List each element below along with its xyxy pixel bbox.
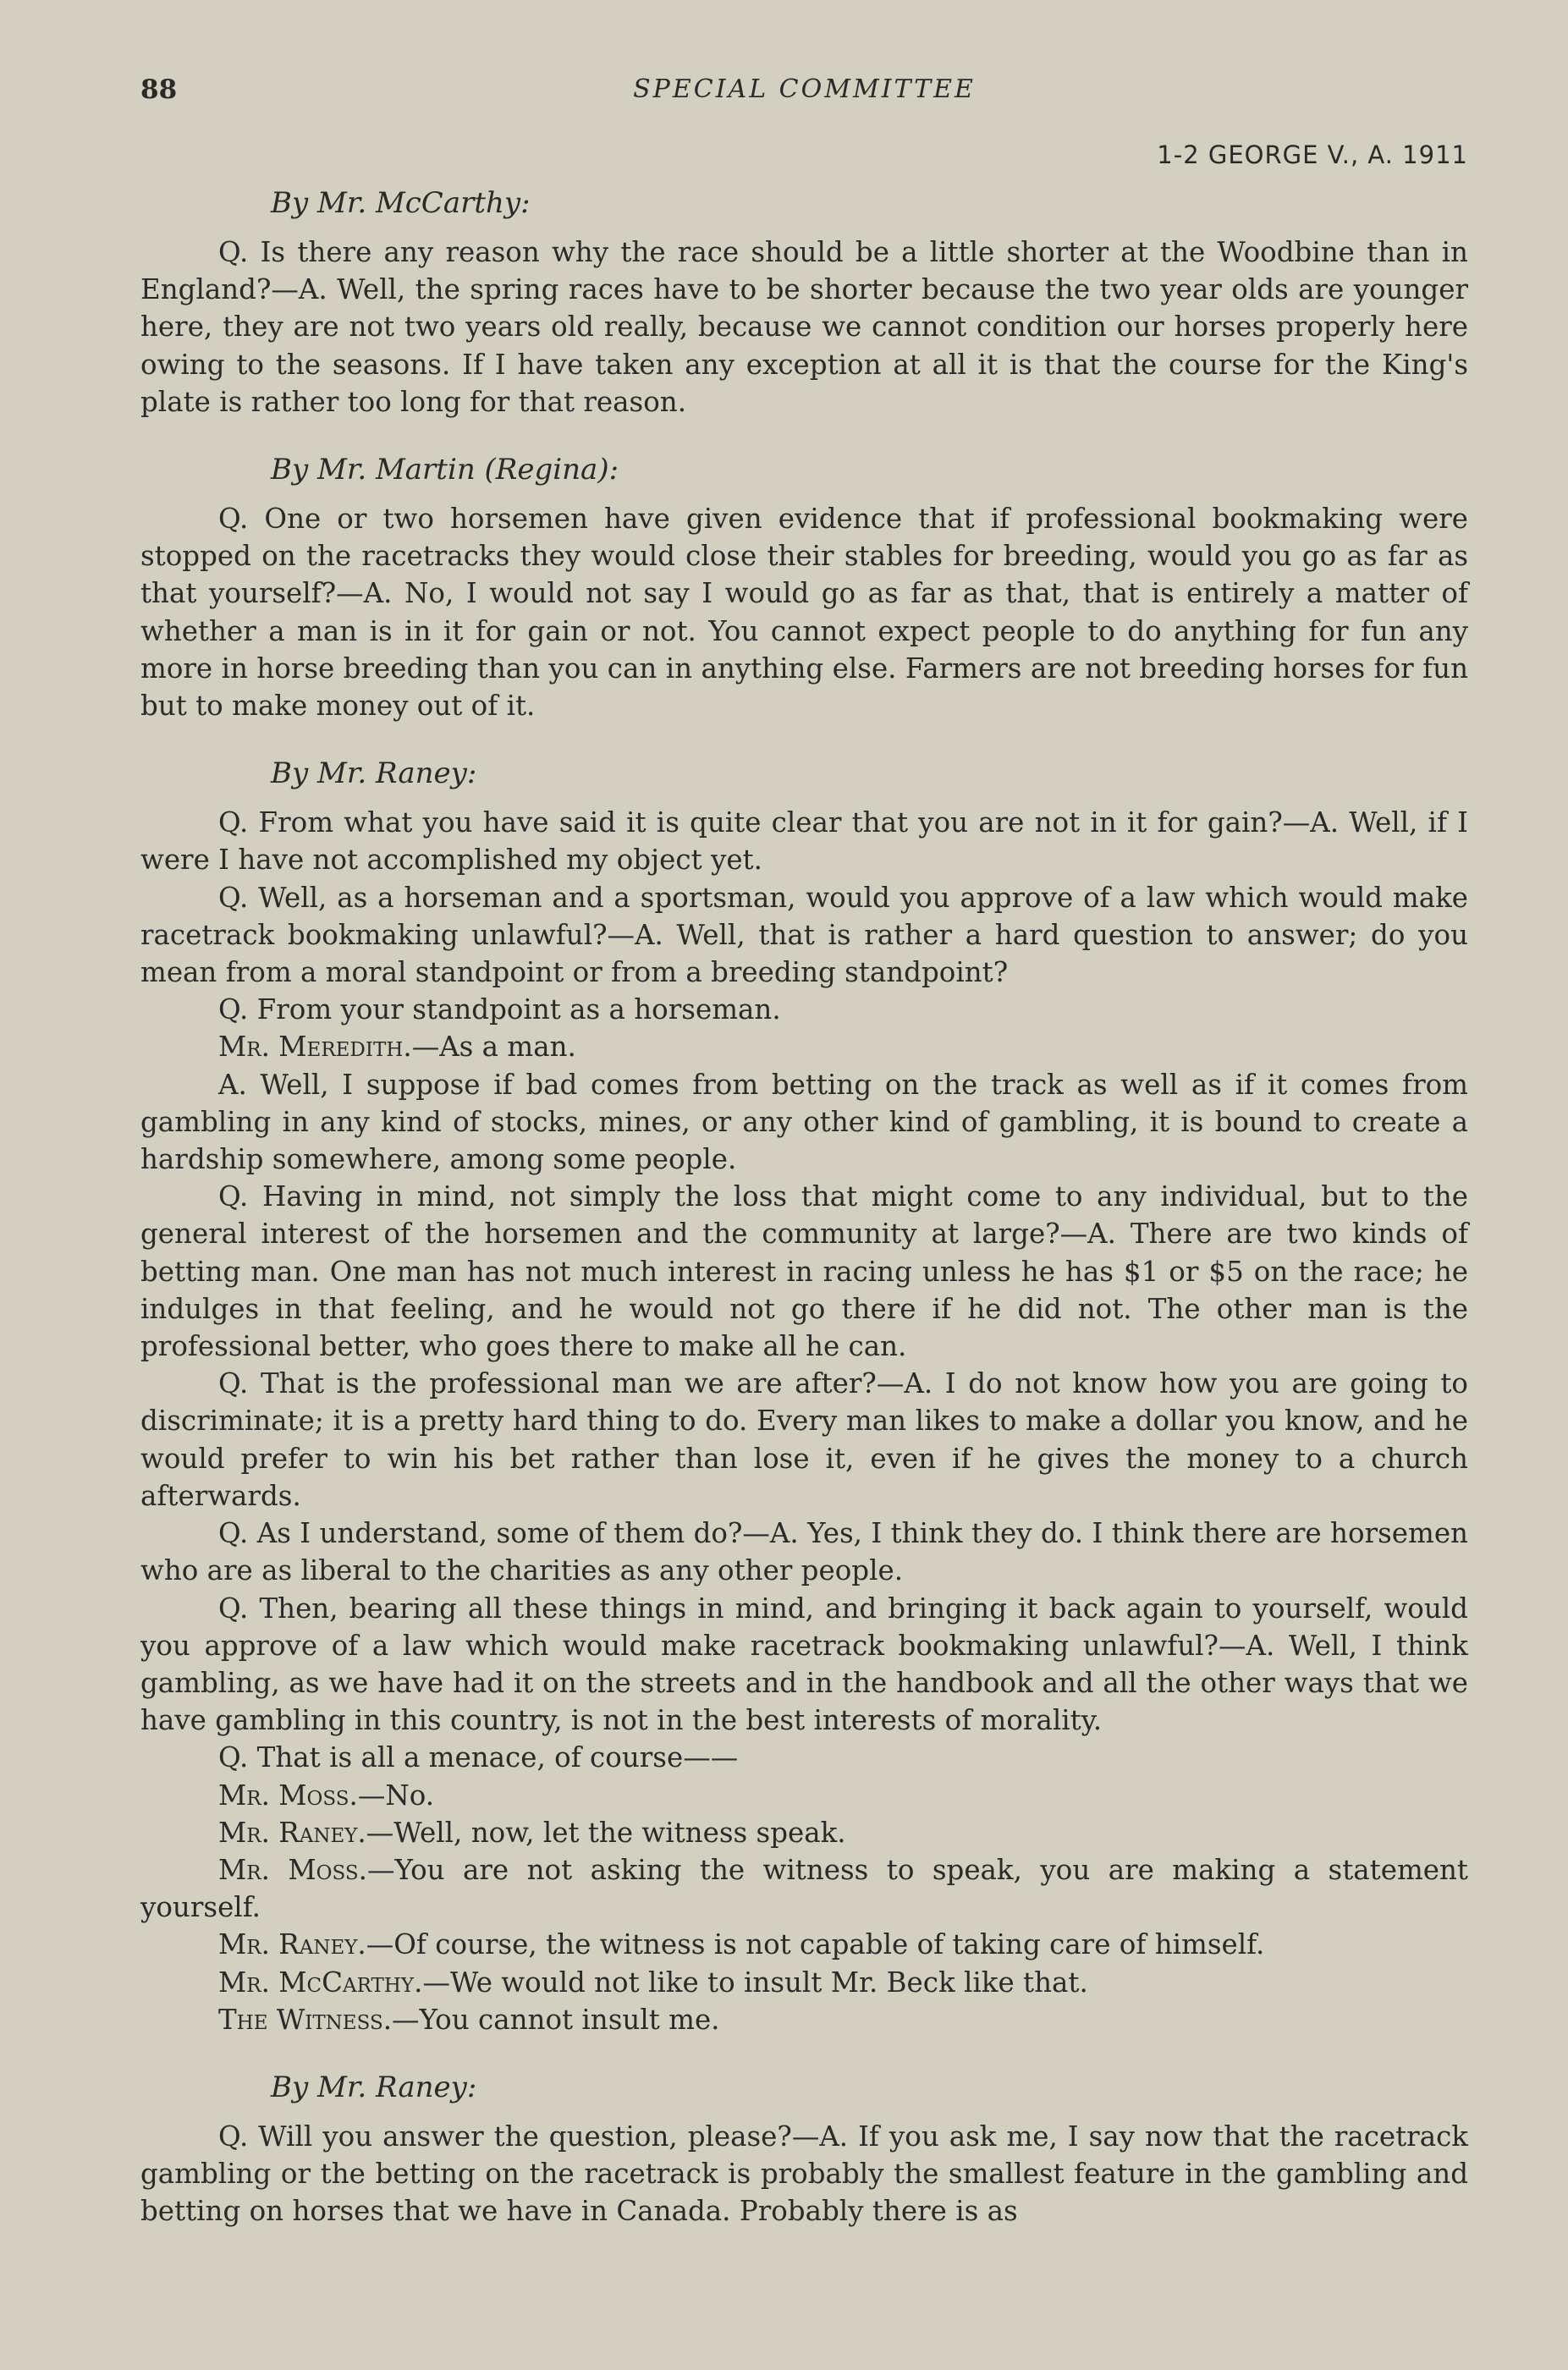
paragraph: A. Well, I suppose if bad comes from betting on the track as well as if it comes from gambling in any kind of stocks, mines, or any other kind of gambling, it is bound to create a hardship somewhere, among some people. [140,1068,1468,1176]
speaker-text: —Well, now, let the witness speak. [366,1816,846,1849]
paragraph: Q. Well, as a horseman and a sportsman, would you approve of a law which would make racetrack bookmaking unlawful?—A. Well, that is rather a hard question to answer; do you mean from a moral standpoint or from a breeding standpoint? [140,881,1468,989]
speaker-text: —We would not like to insult Mr. Beck like that. [422,1966,1088,1999]
speaker-line [140,1851,1468,1926]
speaker-line [140,1777,1468,1814]
speaker-name: Mr. Moss. [218,1853,367,1886]
speaker-text: —As a man. [411,1031,576,1064]
speaker-name: Mr. Meredith. [218,1031,412,1064]
speaker-name: Mr. Raney. [218,1928,366,1961]
speaker-text: —Of course, the witness is not capable of taking care of himself. [366,1928,1265,1961]
examiner-heading: By Mr. Raney: [271,2070,477,2104]
speaker-name: Mr. Raney. [218,1816,366,1849]
examiner-heading: By Mr. Martin (Regina): [271,453,619,487]
paragraph: Q. Having in mind, not simply the loss that might come to any individual, but to the general interest of the horsemen and the community at large?—A. There are two kinds of betting man. One man has not much interest in racing unless he has $1 or $5 on the race; he indulges in that feeling, and he would not go there if he did not. The other man is the professional better, who goes there to make all he can. [140,1180,1468,1363]
speaker-text: —You are not asking the witness to speak, you are making a statement yourself. [140,1853,1468,1924]
paragraph: Q. That is the professional man we are after?—A. I do not know how you are going to discriminate; it is a pretty hard thing to do. Every man likes to make a dollar you know, and he would prefer to win his bet rather than lose it, even if he gives the money to a church afterwards. [140,1367,1468,1512]
speaker-line [140,1028,1468,1065]
page-header [140,74,1468,184]
speaker-line [140,2001,1468,2038]
page-number: 88 [140,74,178,105]
speaker-line [140,1926,1468,1963]
examiner-heading: By Mr. McCarthy: [271,186,531,220]
paragraph: Q. From what you have said it is quite clear that you are not in it for gain?—A. Well, if I were I have not accomplished my object yet. [140,806,1468,877]
speaker-line [140,1814,1468,1851]
speaker-name: Mr. McCarthy. [218,1966,423,1999]
speaker-name: Mr. Moss. [218,1779,358,1812]
examiner-heading: By Mr. Raney: [271,756,477,791]
paragraph: Q. That is all a menace, of course—— [218,1741,739,1774]
speaker-line [140,1964,1468,2001]
speaker-text: —You cannot insult me. [392,2003,720,2036]
paragraph: Q. From your standpoint as a horseman. [218,993,781,1026]
paragraph: Q. As I understand, some of them do?—A. Yes, I think they do. I think there are horsemen who are as liberal to the charities as any other people. [140,1517,1468,1587]
paragraph: Q. Will you answer the question, please?—A. If you ask me, I say now that the racetrack gambling or the betting on the racetrack is probably the smallest feature in the gambling and betting on horses that we have in Canada. Probably there is as [140,2120,1468,2228]
session-reference: 1-2 GEORGE V., A. 1911 [1157,140,1468,169]
running-title: SPECIAL COMMITTEE [633,74,976,104]
paragraph: Q. Is there any reason why the race should be a little shorter at the Woodbine than in England?—A. Well, the spring races have to be shorter because the two year olds are younger here, they are not two years old really, because we cannot condition our horses properly here owing to the seasons. If I have taken any exception at all it is that the course for the King's plate is rather too long for that reason. [140,236,1468,418]
speaker-name: The Witness. [218,2003,393,2036]
speaker-text: —No. [357,1779,435,1812]
paragraph: Q. One or two horsemen have given evidence that if professional bookmaking were stopped on the racetracks they would close their stables for breeding, would you go as far as that yourself?—A. No, I would not say I would go as far as that, that is entirely a matter of whether a man is in it for gain or not. You cannot expect people to do anything for fun any more in horse breeding than you can in anything else. Farmers are not breeding horses for fun but to make money out of it. [140,503,1468,723]
body-text [140,184,1468,2230]
paragraph: Q. Then, bearing all these things in mind, and bringing it back again to yourself, would you approve of a law which would make racetrack bookmaking unlawful?—A. Well, I think gambling, as we have had it on the streets and in the handbook and all the other ways that we have gambling in this country, is not in the best interests of morality. [140,1592,1468,1737]
